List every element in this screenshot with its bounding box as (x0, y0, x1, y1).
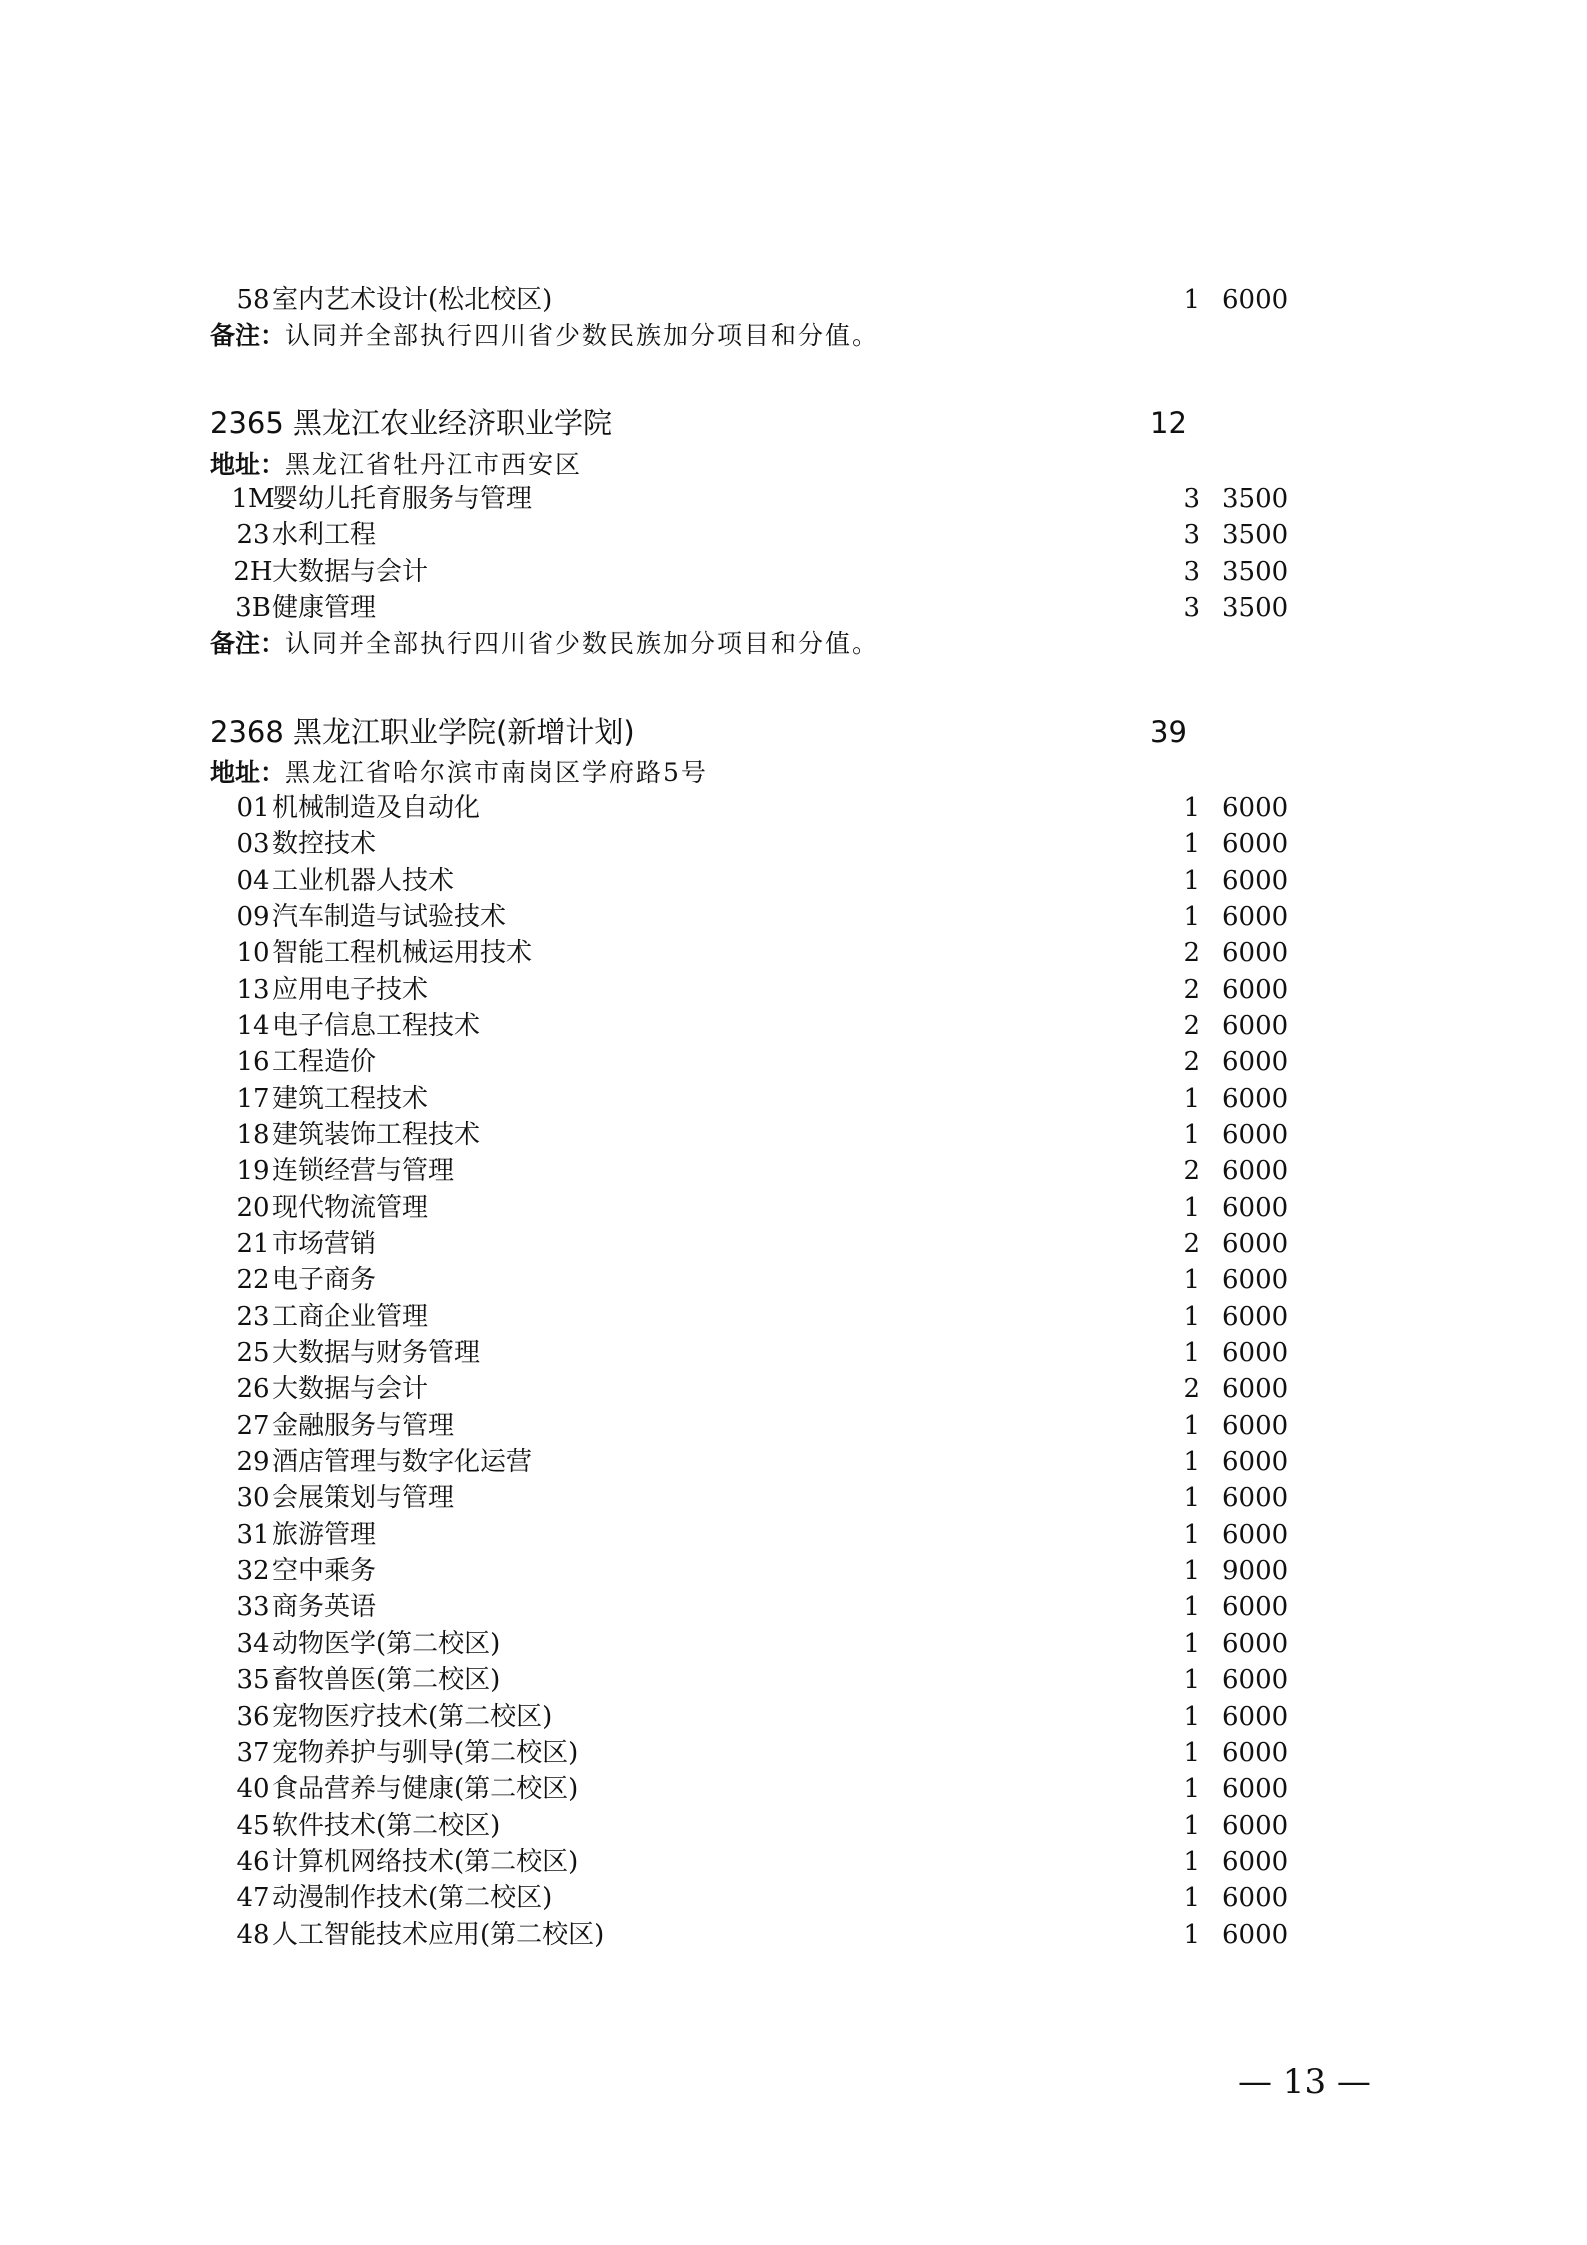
major-row (210, 790, 1310, 826)
major-row (210, 1153, 1310, 1189)
major-fee: 3500 (1222, 592, 1289, 623)
major-name: 商务英语 (272, 1592, 377, 1623)
major-code: 34 (236, 1628, 270, 1659)
school-address (210, 756, 708, 790)
major-code: 25 (236, 1338, 270, 1369)
major-fee: 6000 (1222, 1701, 1289, 1732)
major-name: 动物医学(第二校区) (272, 1628, 501, 1659)
major-row (210, 1553, 1310, 1589)
major-row (210, 481, 1310, 517)
major-row (210, 1335, 1310, 1371)
major-name: 食品营养与健康(第二校区) (272, 1774, 579, 1805)
major-name: 智能工程机械运用技术 (272, 938, 533, 969)
school-name: 黑龙江职业学院(新增计划) (293, 715, 635, 749)
note-label: 备注： (210, 321, 286, 350)
major-code: 23 (236, 1301, 270, 1332)
major-plan: 2 (1183, 1374, 1200, 1405)
major-fee: 6000 (1222, 1483, 1289, 1514)
major-code: 16 (236, 1047, 270, 1078)
major-plan: 1 (1183, 1519, 1200, 1550)
major-plan: 1 (1183, 1774, 1200, 1805)
major-fee: 6000 (1222, 1447, 1289, 1478)
major-row (210, 1662, 1310, 1698)
major-name: 电子商务 (272, 1265, 377, 1296)
major-code: 09 (236, 902, 270, 933)
major-fee: 6000 (1222, 1665, 1289, 1696)
major-plan: 1 (1183, 1592, 1200, 1623)
major-name: 动漫制作技术(第二校区) (272, 1883, 553, 1914)
major-plan: 1 (1183, 1120, 1200, 1151)
major-plan: 1 (1183, 1192, 1200, 1223)
major-name: 室内艺术设计(松北校区) (272, 285, 553, 315)
major-row (210, 1190, 1310, 1226)
school-id: 2365 (210, 406, 284, 440)
major-plan: 1 (1183, 1265, 1200, 1296)
major-fee: 6000 (1222, 1047, 1289, 1078)
major-code: 47 (236, 1883, 270, 1914)
major-name: 现代物流管理 (272, 1192, 429, 1223)
major-name: 连锁经营与管理 (272, 1156, 455, 1187)
major-row (210, 972, 1310, 1008)
major-plan: 1 (1183, 1701, 1200, 1732)
major-fee: 6000 (1222, 1919, 1289, 1950)
major-plan: 2 (1183, 1047, 1200, 1078)
major-code: 04 (236, 865, 270, 896)
school-id: 2368 (210, 715, 284, 749)
major-name: 工程造价 (272, 1047, 377, 1078)
major-fee: 6000 (1222, 938, 1289, 969)
major-row (210, 935, 1310, 971)
major-code: 29 (236, 1447, 270, 1478)
major-name: 健康管理 (272, 592, 377, 623)
major-fee: 6000 (1222, 1810, 1289, 1841)
major-row (210, 1117, 1310, 1153)
major-fee: 3500 (1222, 484, 1289, 514)
note-text: 认同并全部执行四川省少数民族加分项目和分值。 (285, 321, 880, 350)
major-name: 数控技术 (272, 829, 377, 860)
major-fee: 6000 (1222, 1011, 1289, 1042)
major-row (210, 1226, 1310, 1262)
major-name: 会展策划与管理 (272, 1483, 455, 1514)
major-row (210, 1480, 1310, 1516)
major-fee: 6000 (1222, 974, 1289, 1005)
major-row (210, 1699, 1310, 1735)
address-text: 黑龙江省牡丹江市西安区 (285, 450, 583, 479)
major-fee: 6000 (1222, 285, 1289, 315)
major-fee: 6000 (1222, 1737, 1289, 1768)
major-code: 20 (236, 1192, 270, 1223)
school-header (210, 712, 1310, 752)
major-code: 33 (236, 1592, 270, 1623)
major-code: 21 (236, 1229, 270, 1260)
major-row (210, 554, 1310, 590)
major-name: 建筑工程技术 (272, 1083, 429, 1114)
major-code: 10 (236, 938, 270, 969)
major-name: 旅游管理 (272, 1519, 377, 1550)
major-code: 32 (236, 1556, 270, 1587)
major-plan: 1 (1183, 1556, 1200, 1587)
major-code: 13 (236, 974, 270, 1005)
major-fee: 6000 (1222, 1374, 1289, 1405)
major-code: 45 (236, 1810, 270, 1841)
major-fee: 6000 (1222, 1592, 1289, 1623)
major-row (210, 1044, 1310, 1080)
major-plan: 1 (1183, 1447, 1200, 1478)
major-name: 大数据与会计 (272, 556, 429, 587)
school-total: 12 (1150, 406, 1187, 440)
major-name: 人工智能技术应用(第二校区) (272, 1919, 605, 1950)
major-fee: 6000 (1222, 1774, 1289, 1805)
major-row (210, 1917, 1310, 1953)
major-plan: 2 (1183, 974, 1200, 1005)
major-code: 31 (236, 1519, 270, 1550)
major-row (210, 1808, 1310, 1844)
major-plan: 1 (1183, 793, 1200, 823)
major-plan: 1 (1183, 1301, 1200, 1332)
major-plan: 1 (1183, 865, 1200, 896)
major-row (210, 1008, 1310, 1044)
major-plan: 1 (1183, 1410, 1200, 1441)
major-name: 应用电子技术 (272, 974, 429, 1005)
major-plan: 2 (1183, 1156, 1200, 1187)
major-name: 软件技术(第二校区) (272, 1810, 501, 1841)
major-plan: 1 (1183, 1483, 1200, 1514)
major-fee: 6000 (1222, 1156, 1289, 1187)
major-code: 26 (236, 1374, 270, 1405)
major-name: 酒店管理与数字化运营 (272, 1447, 533, 1478)
major-plan: 3 (1183, 592, 1200, 623)
major-plan: 1 (1183, 1665, 1200, 1696)
major-plan: 1 (1183, 1883, 1200, 1914)
major-plan: 1 (1183, 1919, 1200, 1950)
major-plan: 3 (1183, 484, 1200, 514)
major-row (210, 1844, 1310, 1880)
major-row (210, 1444, 1310, 1480)
major-row (210, 1589, 1310, 1625)
major-code: 27 (236, 1410, 270, 1441)
major-code: 36 (236, 1701, 270, 1732)
major-fee: 6000 (1222, 865, 1289, 896)
major-name: 市场营销 (272, 1229, 377, 1260)
major-row (210, 1517, 1310, 1553)
major-code: 19 (236, 1156, 270, 1187)
major-name: 工商企业管理 (272, 1301, 429, 1332)
school-name: 黑龙江农业经济职业学院 (293, 406, 613, 440)
school-total: 39 (1150, 715, 1187, 749)
major-code: 35 (236, 1665, 270, 1696)
major-code: 30 (236, 1483, 270, 1514)
major-fee: 9000 (1222, 1556, 1289, 1587)
major-name: 工业机器人技术 (272, 865, 455, 896)
major-fee: 6000 (1222, 1846, 1289, 1877)
major-name: 建筑装饰工程技术 (272, 1120, 481, 1151)
major-row (210, 1299, 1310, 1335)
major-name: 大数据与会计 (272, 1374, 429, 1405)
page-number: — 13 — (1238, 2062, 1371, 2102)
major-code: 18 (236, 1120, 270, 1151)
major-plan: 1 (1183, 1338, 1200, 1369)
major-row (210, 590, 1310, 626)
major-code: 37 (236, 1737, 270, 1768)
major-fee: 6000 (1222, 1519, 1289, 1550)
major-plan: 3 (1183, 556, 1200, 587)
school-header (210, 403, 1310, 443)
major-fee: 6000 (1222, 1628, 1289, 1659)
major-row (210, 282, 1310, 318)
major-name: 畜牧兽医(第二校区) (272, 1665, 501, 1696)
major-code: 17 (236, 1083, 270, 1114)
major-name: 婴幼儿托育服务与管理 (272, 484, 533, 514)
major-row (210, 517, 1310, 553)
note (210, 319, 879, 353)
major-fee: 6000 (1222, 1083, 1289, 1114)
major-fee: 6000 (1222, 1301, 1289, 1332)
major-plan: 1 (1183, 1737, 1200, 1768)
major-code: 3B (235, 592, 271, 623)
major-name: 大数据与财务管理 (272, 1338, 481, 1369)
note-text: 认同并全部执行四川省少数民族加分项目和分值。 (285, 629, 880, 658)
major-plan: 1 (1183, 1083, 1200, 1114)
major-row (210, 1880, 1310, 1916)
major-code: 40 (236, 1774, 270, 1805)
major-fee: 6000 (1222, 829, 1289, 860)
major-plan: 1 (1183, 1810, 1200, 1841)
major-row (210, 1371, 1310, 1407)
major-name: 机械制造及自动化 (272, 793, 481, 823)
major-code: 48 (236, 1919, 270, 1950)
major-code: 22 (236, 1265, 270, 1296)
major-name: 宠物医疗技术(第二校区) (272, 1701, 553, 1732)
major-code: 14 (236, 1011, 270, 1042)
major-plan: 1 (1183, 1628, 1200, 1659)
major-fee: 6000 (1222, 1338, 1289, 1369)
major-row (210, 899, 1310, 935)
major-code: 1M (231, 484, 275, 514)
major-name: 金融服务与管理 (272, 1410, 455, 1441)
major-plan: 1 (1183, 902, 1200, 933)
major-code: 2H (233, 556, 273, 587)
major-fee: 6000 (1222, 1192, 1289, 1223)
major-row (210, 1735, 1310, 1771)
major-fee: 6000 (1222, 1410, 1289, 1441)
major-fee: 6000 (1222, 1120, 1289, 1151)
major-name: 计算机网络技术(第二校区) (272, 1846, 579, 1877)
major-code: 58 (236, 285, 270, 315)
major-row (210, 1771, 1310, 1807)
major-name: 空中乘务 (272, 1556, 377, 1587)
major-row (210, 1081, 1310, 1117)
major-plan: 3 (1183, 520, 1200, 551)
address-label: 地址： (210, 758, 286, 787)
major-fee: 6000 (1222, 1229, 1289, 1260)
major-code: 46 (236, 1846, 270, 1877)
note (210, 627, 879, 661)
major-fee: 3500 (1222, 520, 1289, 551)
major-plan: 2 (1183, 938, 1200, 969)
major-name: 宠物养护与驯导(第二校区) (272, 1737, 579, 1768)
major-plan: 1 (1183, 1846, 1200, 1877)
major-fee: 6000 (1222, 902, 1289, 933)
major-plan: 1 (1183, 829, 1200, 860)
major-row (210, 1626, 1310, 1662)
major-name: 电子信息工程技术 (272, 1011, 481, 1042)
major-fee: 3500 (1222, 556, 1289, 587)
major-fee: 6000 (1222, 1883, 1289, 1914)
address-text: 黑龙江省哈尔滨市南岗区学府路5号 (285, 758, 708, 787)
major-code: 01 (236, 793, 270, 823)
major-row (210, 1262, 1310, 1298)
major-code: 03 (236, 829, 270, 860)
major-row (210, 1408, 1310, 1444)
major-code: 23 (236, 520, 270, 551)
major-plan: 2 (1183, 1229, 1200, 1260)
address-label: 地址： (210, 450, 286, 479)
note-label: 备注： (210, 629, 286, 658)
major-fee: 6000 (1222, 1265, 1289, 1296)
major-plan: 2 (1183, 1011, 1200, 1042)
major-row (210, 826, 1310, 862)
major-name: 水利工程 (272, 520, 377, 551)
school-address (210, 448, 582, 482)
major-name: 汽车制造与试验技术 (272, 902, 507, 933)
major-row (210, 863, 1310, 899)
major-plan: 1 (1183, 285, 1200, 315)
major-fee: 6000 (1222, 793, 1289, 823)
